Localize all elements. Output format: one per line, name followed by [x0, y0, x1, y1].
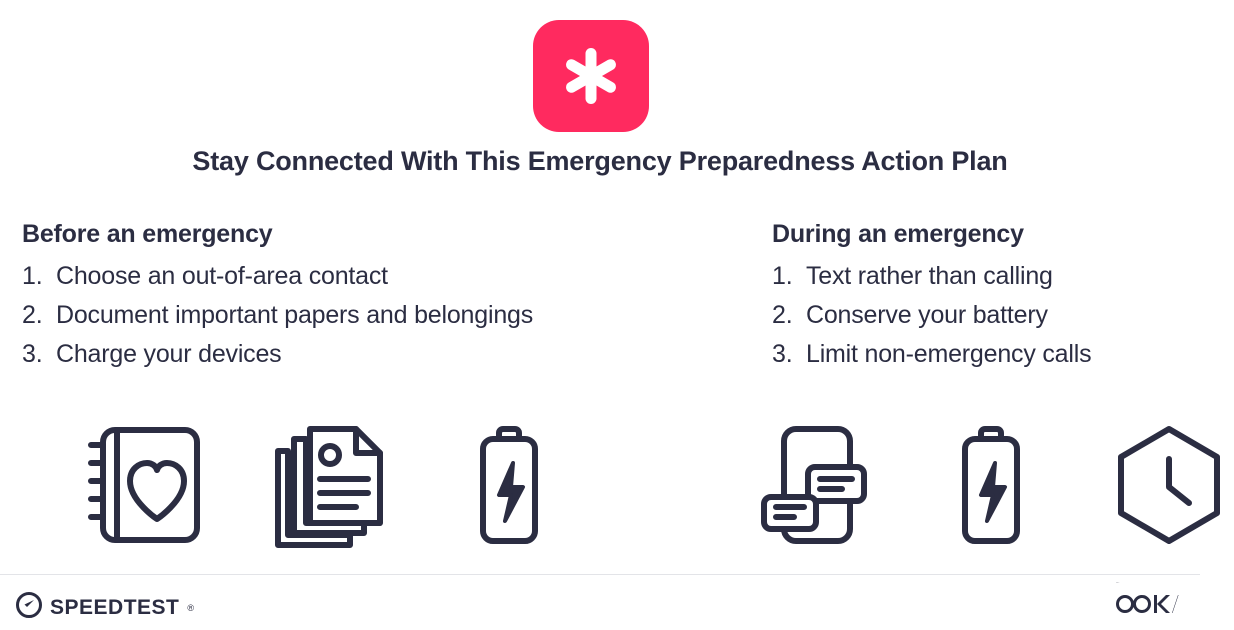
- list-item-number: 3.: [772, 340, 793, 368]
- list-item: [22, 257, 742, 296]
- ookla-brand: [1116, 583, 1182, 620]
- list-item-number: 2.: [772, 301, 793, 329]
- speedtest-logo-icon: [16, 592, 42, 623]
- list-during-emergency: [772, 257, 1192, 374]
- list-before-emergency: [22, 257, 742, 374]
- phone-message-icon: [748, 420, 878, 550]
- list-item-label: Text rather than calling: [806, 262, 1053, 290]
- column-title: During an emergency: [772, 220, 1024, 248]
- list-item-number: 1.: [22, 262, 43, 290]
- list-item-label: Charge your devices: [56, 340, 282, 368]
- speedtest-brand: [16, 592, 194, 623]
- column-before-emergency: [22, 220, 742, 374]
- list-item-number: 2.: [22, 301, 43, 329]
- brand-badge: [533, 20, 649, 132]
- page-title: Stay Connected With This Emergency Preparedness Action Plan: [192, 146, 1008, 176]
- notebook-heart-icon: [80, 420, 210, 550]
- battery-charging-icon: [444, 420, 574, 550]
- asterisk-icon: [560, 45, 622, 107]
- hexagon-clock-icon: [1104, 420, 1234, 550]
- column-during-emergency: [772, 220, 1192, 374]
- list-item-label: Choose an out-of-area contact: [56, 262, 388, 290]
- documents-stack-icon: [262, 420, 392, 550]
- list-item: [772, 257, 1192, 296]
- list-item: [772, 335, 1192, 374]
- list-item: [772, 296, 1192, 335]
- battery-charging-icon: [926, 420, 1056, 550]
- list-item-number: 3.: [22, 340, 43, 368]
- speedtest-wordmark: SPEEDTEST: [50, 595, 180, 619]
- list-item: [22, 335, 742, 374]
- column-title: Before an emergency: [22, 220, 273, 248]
- footer-divider: [0, 574, 1200, 575]
- icon-row-during-emergency: [748, 420, 1234, 550]
- list-item-label: Document important papers and belongings: [56, 301, 534, 329]
- list-item-label: Conserve your battery: [806, 301, 1048, 329]
- list-item: [22, 296, 742, 335]
- ookla-wordmark-text: OOKLA: [1116, 583, 1120, 584]
- list-item-label: Limit non-emergency calls: [806, 340, 1092, 368]
- speedtest-trademark: ®: [187, 602, 195, 613]
- list-item-number: 1.: [772, 262, 793, 290]
- icon-row-before-emergency: [80, 420, 574, 550]
